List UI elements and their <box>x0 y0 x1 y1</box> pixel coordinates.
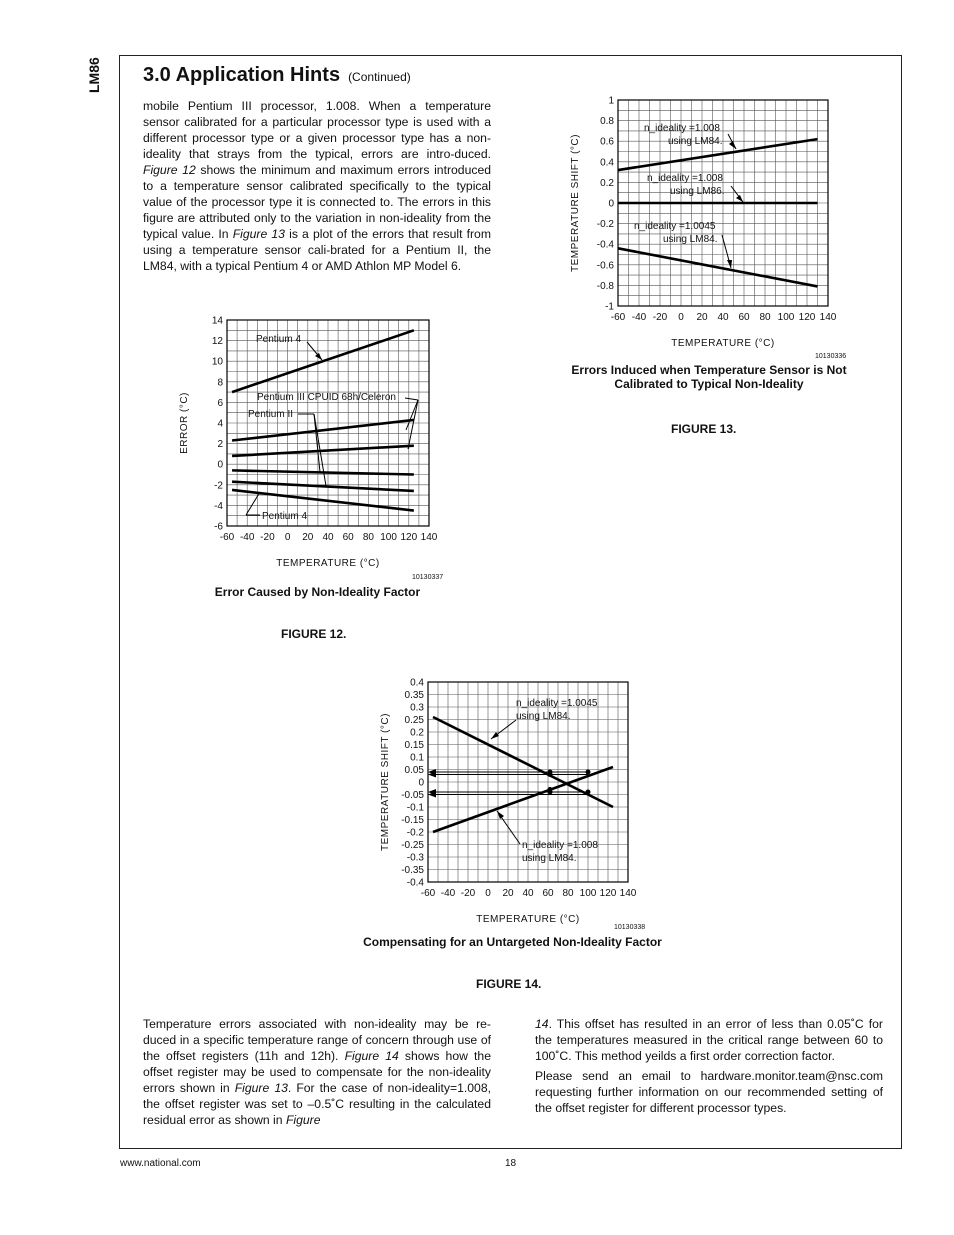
contact-paragraph <box>535 1068 883 1116</box>
offset-register-paragraph <box>143 1016 491 1128</box>
continued-label: (Continued) <box>348 70 411 84</box>
y-tick-label: -0.25 <box>401 840 424 851</box>
x-tick-label: -60 <box>219 532 235 543</box>
figure-ref-split: Figure <box>285 1113 321 1127</box>
y-tick-label: 0.25 <box>404 715 424 726</box>
y-tick-label: 14 <box>211 315 223 327</box>
page-number: 18 <box>505 1158 517 1169</box>
y-tick-label: 0.35 <box>404 690 424 701</box>
fig13-annot-3b: using LM84. <box>663 234 718 245</box>
fig13-annot-1b: using LM84. <box>668 136 723 147</box>
y-tick-label: -0.2 <box>596 219 614 231</box>
fig14-annot-2b: using LM84. <box>522 853 577 864</box>
fig12-annot-pentium2: Pentium II <box>248 409 294 420</box>
y-axis-label: ERROR (°C) <box>179 392 190 454</box>
y-tick-label: 0 <box>217 459 223 471</box>
series-line <box>433 767 613 832</box>
y-tick-label: 1 <box>608 95 614 107</box>
x-tick-label: 60 <box>342 532 354 543</box>
y-tick-label: -0.35 <box>401 865 424 876</box>
section-title-text: 3.0 Application Hints <box>143 64 341 86</box>
section-title <box>143 64 411 87</box>
fig14-annot-1: n_ideality =1.0045 <box>516 698 598 709</box>
y-tick-label: -0.1 <box>406 802 424 814</box>
fig14-caption: Compensating for an Untargeted Non-Ideality Factor <box>363 935 662 949</box>
fig13-annot-3: n_ideality =1.0045 <box>634 221 716 232</box>
y-tick-label: 4 <box>217 418 223 430</box>
y-tick-label: 8 <box>217 377 223 389</box>
x-tick-label: 140 <box>420 532 438 543</box>
series-line <box>232 446 414 456</box>
x-tick-label: -40 <box>631 312 647 323</box>
y-tick-label: -0.4 <box>596 239 614 251</box>
fig13-id: 10130336 <box>815 353 847 360</box>
residual-error-paragraph <box>535 1016 883 1064</box>
x-tick-label: 100 <box>777 312 795 323</box>
y-tick-label: 0.1 <box>410 752 424 764</box>
y-tick-label: -0.3 <box>406 852 424 864</box>
x-tick-label: 0 <box>284 532 291 543</box>
x-tick-label: 140 <box>819 312 837 323</box>
y-tick-label: 0.8 <box>600 116 614 128</box>
para1-text-1: mobile Pentium III processor, 1.008. When a temperature sensor calibrated for a particular processor type is used with a different processor type or a given processor type has a non-ideality that strays from the typical, errors are intro-duced. <box>143 99 491 161</box>
y-tick-label: -6 <box>214 521 223 533</box>
series-line <box>232 482 414 491</box>
fig14-id: 10130338 <box>614 924 646 931</box>
y-tick-label: 2 <box>217 439 223 451</box>
figure-13-ref: Figure 13 <box>232 227 285 241</box>
series-line <box>232 470 414 474</box>
x-tick-label: 20 <box>502 888 514 899</box>
fig14-annot-1b: using LM84. <box>516 711 571 722</box>
x-tick-label: 80 <box>562 888 574 899</box>
figure-12-ref: Figure 12 <box>143 163 196 177</box>
fig14-annot-2: n_ideality =1.008 <box>522 840 598 851</box>
y-tick-label: 0.4 <box>410 677 424 689</box>
y-tick-label: -0.8 <box>596 280 614 292</box>
x-tick-label: 80 <box>759 312 771 323</box>
fig12-label: FIGURE 12. <box>281 627 347 641</box>
x-tick-label: -40 <box>239 532 255 543</box>
x-tick-label: -20 <box>260 532 275 543</box>
fig13-label: FIGURE 13. <box>671 422 737 436</box>
x-tick-label: 100 <box>380 532 397 543</box>
figure-13-chart <box>565 92 850 362</box>
fig13-annot-2b: using LM86. <box>670 186 725 197</box>
fig13-annot-1: n_ideality =1.008 <box>644 123 720 134</box>
fig12-annot-pentium4-bottom: Pentium 4 <box>262 511 308 522</box>
y-tick-label: -4 <box>214 500 223 512</box>
y-tick-label: -0.4 <box>406 877 424 889</box>
part-number-side-label: LM86 <box>86 57 102 93</box>
y-tick-label: 0.2 <box>410 727 424 739</box>
x-tick-label: 0 <box>485 888 491 899</box>
intersection-dot <box>548 790 553 795</box>
y-tick-label: 0.05 <box>404 765 424 776</box>
figure-12-chart <box>180 312 460 587</box>
x-tick-label: 80 <box>362 532 374 543</box>
y-tick-label: -0.05 <box>401 790 424 801</box>
x-tick-label: -40 <box>440 888 456 899</box>
y-tick-label: 10 <box>211 356 223 368</box>
footer-website[interactable]: www.national.com <box>120 1158 201 1169</box>
x-tick-label: 20 <box>302 532 314 543</box>
y-axis-label: TEMPERATURE SHIFT (°C) <box>380 713 391 851</box>
para1-text-2: shows the minimum and maximum errors introduced to a temperature sensor calibrated specifically to the typical value of the processor type it is connected to. The errors in this figure are attributed only to the variation in non-ideality from the typical value. In <box>143 163 491 241</box>
y-tick-label: -0.2 <box>406 827 424 839</box>
para2-text-1: Temperature errors associated with non-ideality may be re-duced in a specific temperature range of concern through use of the offset registers (11h and 12h). <box>143 1017 491 1063</box>
intersection-dot <box>586 770 591 775</box>
y-tick-label: 0 <box>608 198 614 210</box>
figure-14-ref: Figure 14 <box>344 1049 399 1063</box>
x-tick-label: 120 <box>599 888 617 899</box>
x-tick-label: 0 <box>678 312 684 323</box>
x-tick-label: 40 <box>717 312 729 323</box>
fig12-caption: Error Caused by Non-Ideality Factor <box>214 585 421 599</box>
fig13-caption: Errors Induced when Temperature Sensor is Not Calibrated to Typical Non-Ideality <box>571 363 847 391</box>
x-tick-label: 120 <box>400 532 418 543</box>
figure-14-ref-cont: 14 <box>535 1017 549 1031</box>
para1-text-3: is a plot of the errors that result from using a temperature sensor cali-brated for a Pentium II, the LM84, with a typical Pentium 4 or AMD Athlon MP Model 6. <box>143 227 491 273</box>
y-tick-label: -0.15 <box>401 815 424 826</box>
figure-13-ref-2: Figure 13 <box>234 1081 288 1095</box>
y-axis-label: TEMPERATURE SHIFT (°C) <box>570 134 581 272</box>
y-tick-label: -0.6 <box>596 260 614 272</box>
para2-text-3: . For the case of non-ideality=1.008, the offset register was set to –0.5˚C resulting in the calculated residual error as shown in <box>143 1081 491 1127</box>
y-tick-label: 12 <box>211 336 223 348</box>
x-tick-label: -20 <box>460 888 476 899</box>
x-tick-label: -60 <box>610 312 626 323</box>
intersection-dot <box>548 770 553 775</box>
figure-14-chart <box>374 674 664 926</box>
para2-text-2: shows how the offset register may be used to compensate for the non-ideality errors shown in <box>143 1049 491 1095</box>
x-axis-label: TEMPERATURE (°C) <box>276 558 380 569</box>
x-tick-label: -60 <box>420 888 436 899</box>
y-tick-label: 0.4 <box>600 157 614 169</box>
contact-text: Please send an email to hardware.monitor.team@nsc.com requesting further information on our recommended setting of the offset register for different processor types. <box>535 1069 883 1115</box>
x-tick-label: 60 <box>542 888 554 899</box>
x-tick-label: 40 <box>522 888 534 899</box>
y-tick-label: 0.3 <box>410 702 424 714</box>
x-axis-label: TEMPERATURE (°C) <box>476 914 580 925</box>
x-tick-label: -20 <box>652 312 668 323</box>
y-tick-label: 0.2 <box>600 177 614 189</box>
para3-text: . This offset has resulted in an error of less than 0.05˚C for the temperatures measured in the critical range between 60 to 100˚C. This method yeilds a first order correction factor. <box>535 1017 883 1063</box>
y-tick-label: -1 <box>605 301 614 313</box>
y-tick-label: 6 <box>217 397 223 409</box>
x-tick-label: 60 <box>738 312 750 323</box>
fig12-annot-pentium4-top: Pentium 4 <box>256 334 302 345</box>
fig13-annot-2: n_ideality =1.008 <box>647 173 723 184</box>
y-tick-label: -2 <box>214 480 223 492</box>
x-tick-label: 120 <box>798 312 816 323</box>
x-tick-label: 140 <box>619 888 637 899</box>
x-tick-label: 40 <box>322 532 334 543</box>
y-tick-label: 0 <box>418 777 424 789</box>
intro-paragraph <box>143 98 491 274</box>
y-tick-label: 0.15 <box>404 740 424 751</box>
series-line <box>618 248 818 286</box>
intersection-dot <box>586 790 591 795</box>
y-tick-label: 0.6 <box>600 136 614 148</box>
fig14-label: FIGURE 14. <box>476 977 542 991</box>
x-axis-label: TEMPERATURE (°C) <box>671 338 775 349</box>
fig12-annot-piii: Pentium III CPUID 68h/Celeron <box>257 392 396 403</box>
x-tick-label: 100 <box>579 888 597 899</box>
x-tick-label: 20 <box>696 312 708 323</box>
fig12-id: 10130337 <box>412 574 444 581</box>
